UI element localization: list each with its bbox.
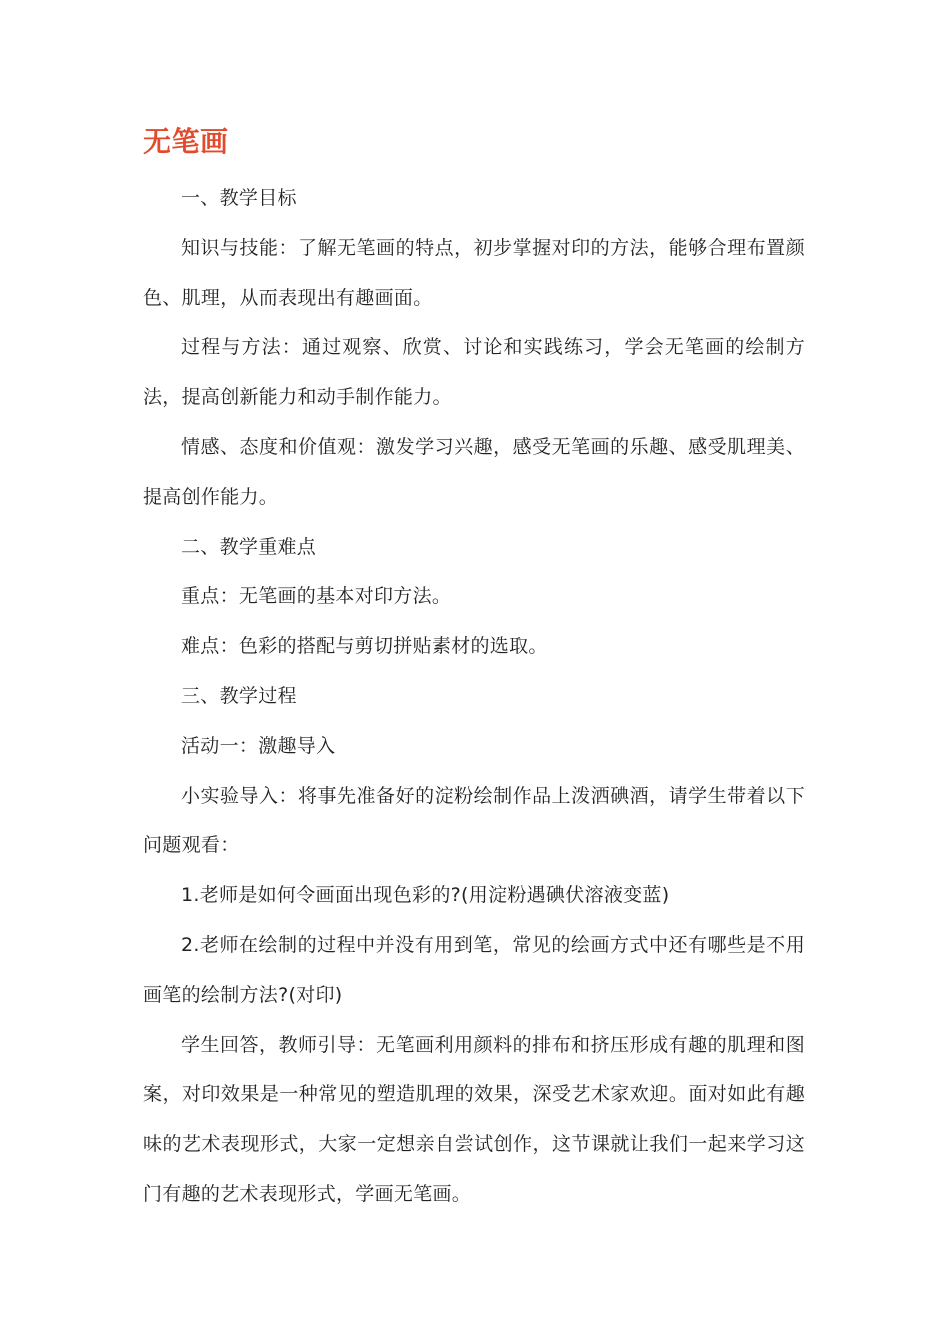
section-heading-objectives: 一、教学目标 — [181, 187, 297, 209]
section-heading-process: 三、教学过程 — [181, 684, 297, 707]
activity-heading: 活动一：激趣导入 — [181, 734, 336, 757]
question-item-1: 1.老师是如何令画面出现色彩的?(用淀粉遇碘伏溶液变蓝) — [181, 884, 670, 907]
paragraph-knowledge-skills: 知识与技能：了解无笔画的特点，初步掌握对印的方法，能够合理布置颜色、肌理，从而表现出有趣画面。 — [143, 236, 805, 309]
document-body — [143, 118, 805, 1220]
paragraph-key-point: 重点：无笔画的基本对印方法。 — [181, 585, 452, 608]
paragraph-teacher-guidance: 学生回答，教师引导：无笔画利用颜料的排布和挤压形成有趣的肌理和图案，对印效果是一种常见的塑造肌理的效果，深受艺术家欢迎。面对如此有趣味的艺术表现形式，大家一定想亲自尝试创作，这节课就让我们一起来学习这门有趣的艺术表现形式，学画无笔画。 — [143, 1033, 805, 1205]
paragraph-process-methods: 过程与方法：通过观察、欣赏、讨论和实践练习，学会无笔画的绘制方法，提高创新能力和动手制作能力。 — [143, 336, 805, 409]
paragraph-experiment-intro: 小实验导入：将事先准备好的淀粉绘制作品上泼洒碘酒，请学生带着以下问题观看： — [143, 784, 805, 857]
section-heading-key-points: 二、教学重难点 — [181, 535, 317, 558]
paragraph-difficult-point: 难点：色彩的搭配与剪切拼贴素材的选取。 — [181, 635, 548, 658]
document-title: 无笔画 — [143, 125, 229, 158]
paragraph-emotion-values: 情感、态度和价值观：激发学习兴趣，感受无笔画的乐趣、感受肌理美、提高创作能力。 — [143, 435, 805, 508]
question-item-2: 2.老师在绘制的过程中并没有用到笔，常见的绘画方式中还有哪些是不用画笔的绘制方法?(对印) — [143, 933, 805, 1006]
